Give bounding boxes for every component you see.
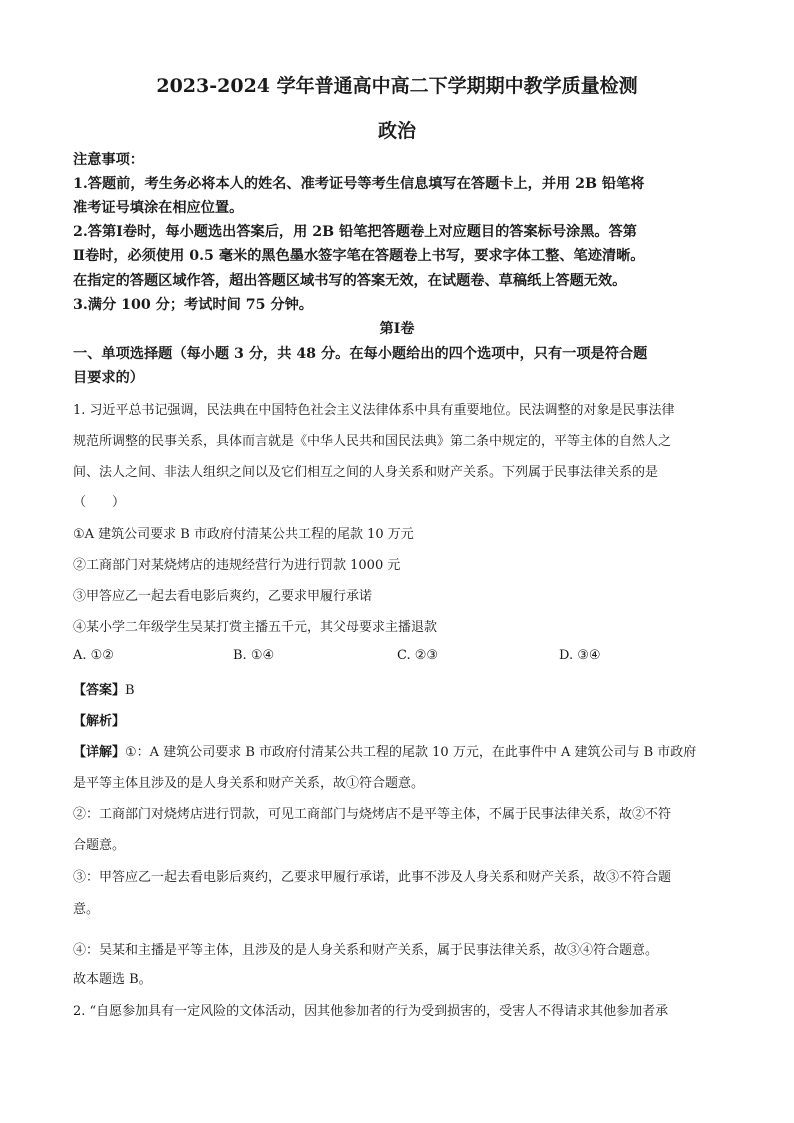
notice-line: 1.答题前，考生务必将本人的姓名、准考证号等考生信息填写在答题卡上，并用 2B 铅笔将 [73, 176, 645, 192]
statement-4: ④某小学二年级学生吴某打赏主播五千元，其父母要求主播退款 [73, 620, 438, 635]
part-heading: 第Ⅰ卷 [379, 321, 415, 337]
explanation-line [73, 741, 696, 760]
notice-line: 准考证号填涂在相应位置。 [73, 200, 244, 216]
statement-2: ②工商部门对某烧烤店的违规经营行为进行罚款 1000 元 [73, 558, 401, 573]
exam-title: 2023-2024 学年普通高中高二下学期期中教学质量检测 [156, 75, 638, 97]
notice-line: 在指定的答题区域作答，超出答题区域书写的答案无效，在试题卷、草稿纸上答题无效。 [73, 273, 627, 289]
question-stem-line: 1. 习近平总书记强调，民法典在中国特色社会主义法律体系中具有重要地位。民法调整的对象是民事法律 [73, 403, 675, 418]
detail-tag: 【详解】 [73, 745, 126, 760]
notice-heading: 注意事项： [73, 152, 144, 168]
answer-line [73, 679, 135, 698]
notice-line: 3.满分 100 分；考试时间 75 分钟。 [73, 297, 313, 313]
explanation-line: 是平等主体且涉及的是人身关系和财产关系，故①符合题意。 [73, 776, 425, 791]
explanation-line: 意。 [73, 902, 100, 917]
question-2-stem: 2. “自愿参加具有一定风险的文体活动，因其他参加者的行为受到损害的，受害人不得请求其他参加者承 [73, 1004, 669, 1019]
explanation-conclusion: 故本题选 B。 [73, 972, 152, 987]
subject-title: 政治 [377, 120, 416, 142]
answer-tag: 【答案】 [73, 683, 126, 698]
statement-1: ①A 建筑公司要求 B 市政府付清某公共工程的尾款 10 万元 [73, 527, 414, 542]
explanation-line: 合题意。 [73, 838, 126, 853]
answer-value: B [125, 683, 135, 698]
explanation-line: ②：工商部门对烧烤店进行罚款，可见工商部门与烧烤店不是平等主体，不属于民事法律关系，故②不符 [73, 807, 672, 822]
explanation-text: ①：A 建筑公司要求 B 市政府付清某公共工程的尾款 10 万元，在此事件中 A 建筑公司与 B 市政府 [125, 745, 697, 760]
question-stem-line: 间、法人之间、非法人组织之间以及它们相互之间的人身关系和财产关系。下列属于民事法律关系的是 [73, 465, 659, 480]
question-stem-line: 规范所调整的民事关系，具体而言就是《中华人民共和国民法典》第二条中规定的，平等主体的自然人之 [73, 434, 672, 449]
option-a: A. ①② [73, 648, 114, 663]
option-b: B. ①④ [233, 648, 275, 663]
analysis-tag: 【解析】 [73, 714, 126, 729]
explanation-line: ③：甲答应乙一起去看电影后爽约，乙要求甲履行承诺，此事不涉及人身关系和财产关系，故③不符合题 [73, 870, 672, 885]
notice-line: Ⅱ卷时，必须使用 0.5 毫米的黑色墨水签字笔在答题卷上书写，要求字体工整、笔迹清晰。 [73, 248, 645, 264]
explanation-line: ④：吴某和主播是平等主体，且涉及的是人身关系和财产关系，属于民事法律关系，故③④符合题意。 [73, 943, 659, 958]
statement-3: ③甲答应乙一起去看电影后爽约，乙要求甲履行承诺 [73, 589, 373, 604]
notice-line: 2.答第Ⅰ卷时，每小题选出答案后，用 2B 铅笔把答题卷上对应题目的答案标号涂黑。答第 [73, 224, 637, 240]
section-heading: 一、单项选择题（每小题 3 分，共 48 分。在每小题给出的四个选项中，只有一项是符合题 [73, 346, 648, 362]
section-heading-cont: 目要求的） [73, 370, 144, 386]
option-c: C. ②③ [397, 648, 439, 663]
option-d: D. ③④ [559, 648, 601, 663]
answer-blank: （ ） [73, 495, 126, 510]
